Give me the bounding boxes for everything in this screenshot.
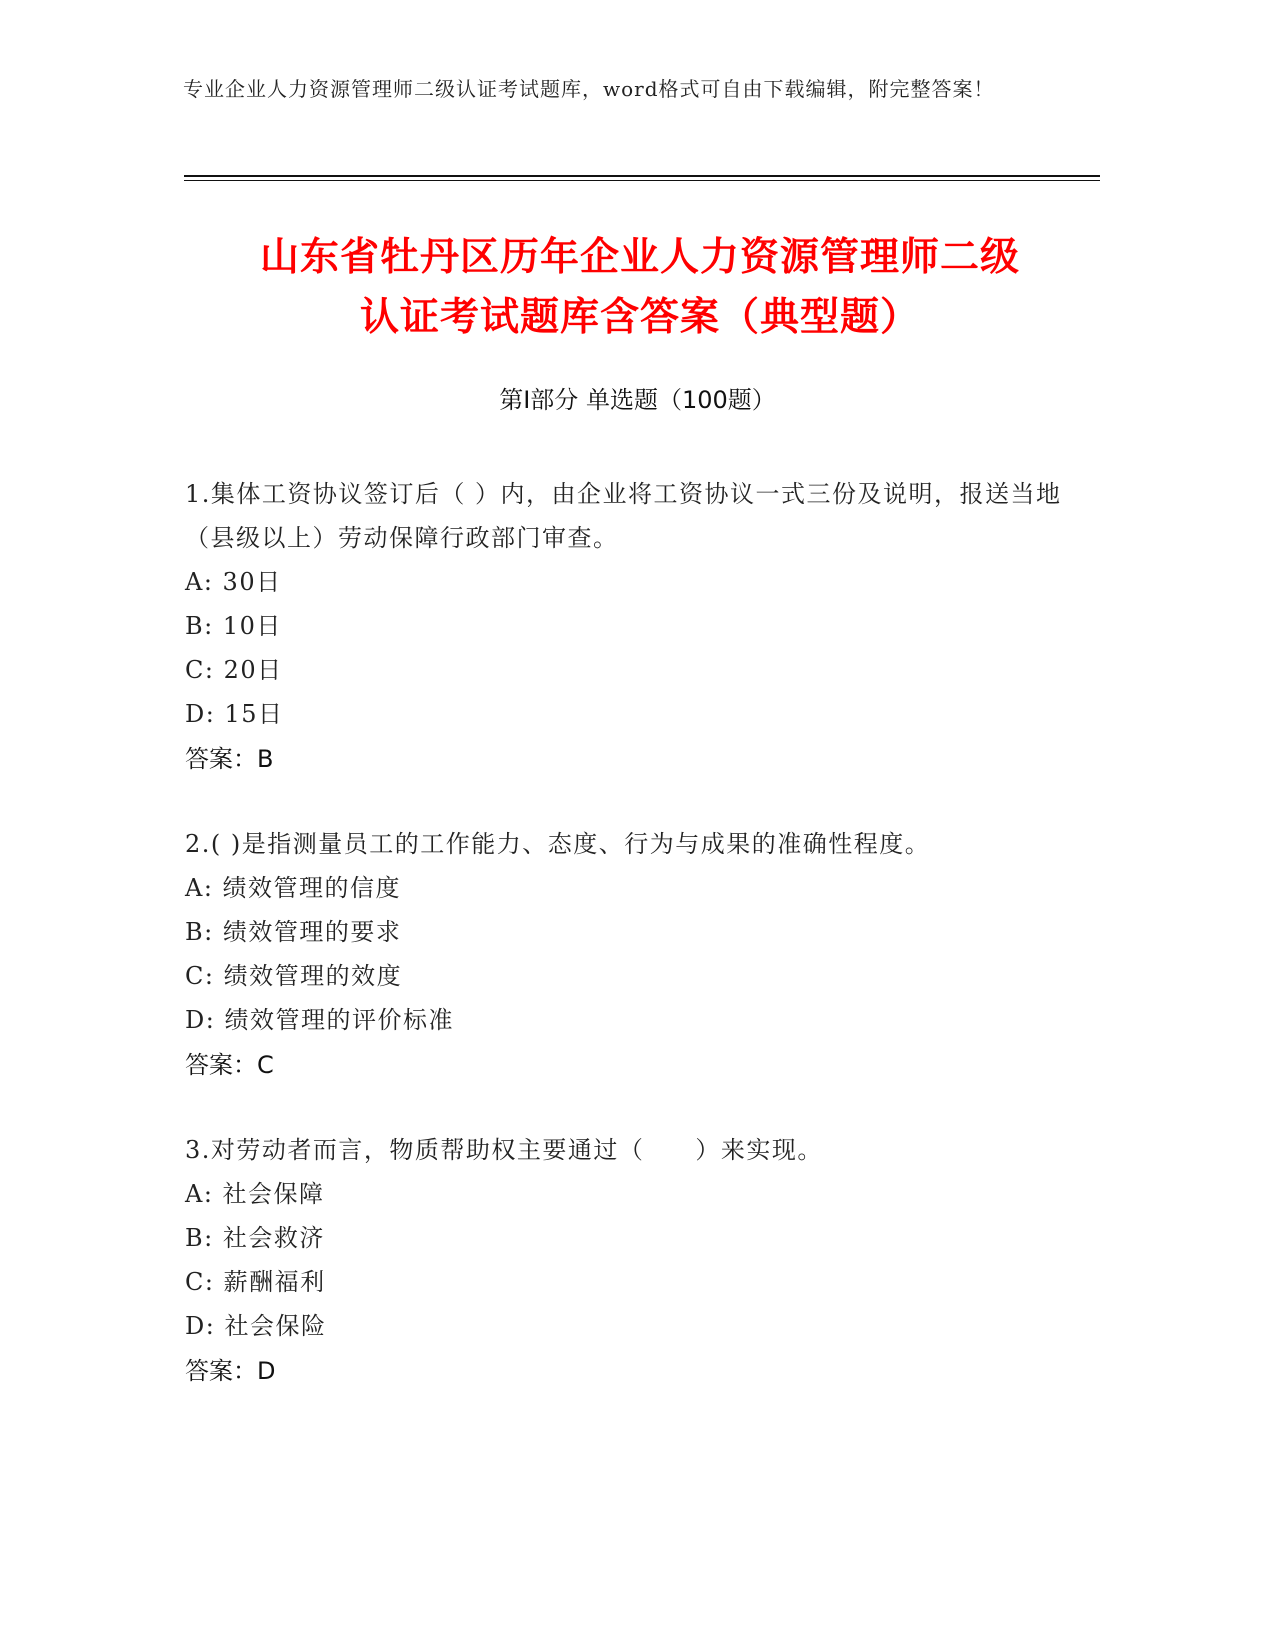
answer: 答案：D — [185, 1357, 276, 1385]
header-divider-thick — [184, 175, 1100, 177]
option-b: B: 10日 — [185, 612, 282, 640]
question-spacer — [185, 782, 1085, 822]
option-c: C: 薪酬福利 — [185, 1268, 326, 1296]
option-d: D: 15日 — [185, 700, 284, 728]
question-stem: 3.对劳动者而言，物质帮助权主要通过（ ）来实现。 — [185, 1136, 823, 1164]
question-stem: 1.集体工资协议签订后（ ）内，由企业将工资协议一式三份及说明，报送当地（县级以上）劳动保障行政部门审查。 — [185, 480, 1062, 552]
question-2 — [185, 822, 1085, 1088]
option-b: B: 社会救济 — [185, 1224, 325, 1252]
option-c: C: 20日 — [185, 656, 283, 684]
answer: 答案：C — [185, 1051, 274, 1079]
option-c: C: 绩效管理的效度 — [185, 962, 403, 990]
question-list — [185, 472, 1085, 1394]
header-note: 专业企业人力资源管理师二级认证考试题库，word格式可自由下载编辑，附完整答案！ — [183, 77, 995, 101]
document-title-line-1: 山东省牡丹区历年企业人力资源管理师二级 — [259, 235, 1020, 280]
question-1 — [185, 472, 1085, 782]
option-a: A: 绩效管理的信度 — [185, 874, 402, 902]
option-d: D: 绩效管理的评价标准 — [185, 1006, 454, 1034]
question-spacer — [185, 1088, 1085, 1128]
option-a: A: 30日 — [185, 568, 282, 596]
section-title: 第I部分 单选题（100题） — [499, 386, 776, 414]
question-stem: 2.( )是指测量员工的工作能力、态度、行为与成果的准确性程度。 — [185, 830, 931, 858]
header-divider-thin — [184, 180, 1100, 181]
document-title-line-2: 认证考试题库含答案（典型题） — [359, 295, 920, 340]
answer: 答案：B — [185, 745, 274, 773]
option-a: A: 社会保障 — [185, 1180, 325, 1208]
document-title — [190, 228, 1090, 348]
option-d: D: 社会保险 — [185, 1312, 327, 1340]
option-b: B: 绩效管理的要求 — [185, 918, 402, 946]
question-3 — [185, 1128, 1085, 1394]
